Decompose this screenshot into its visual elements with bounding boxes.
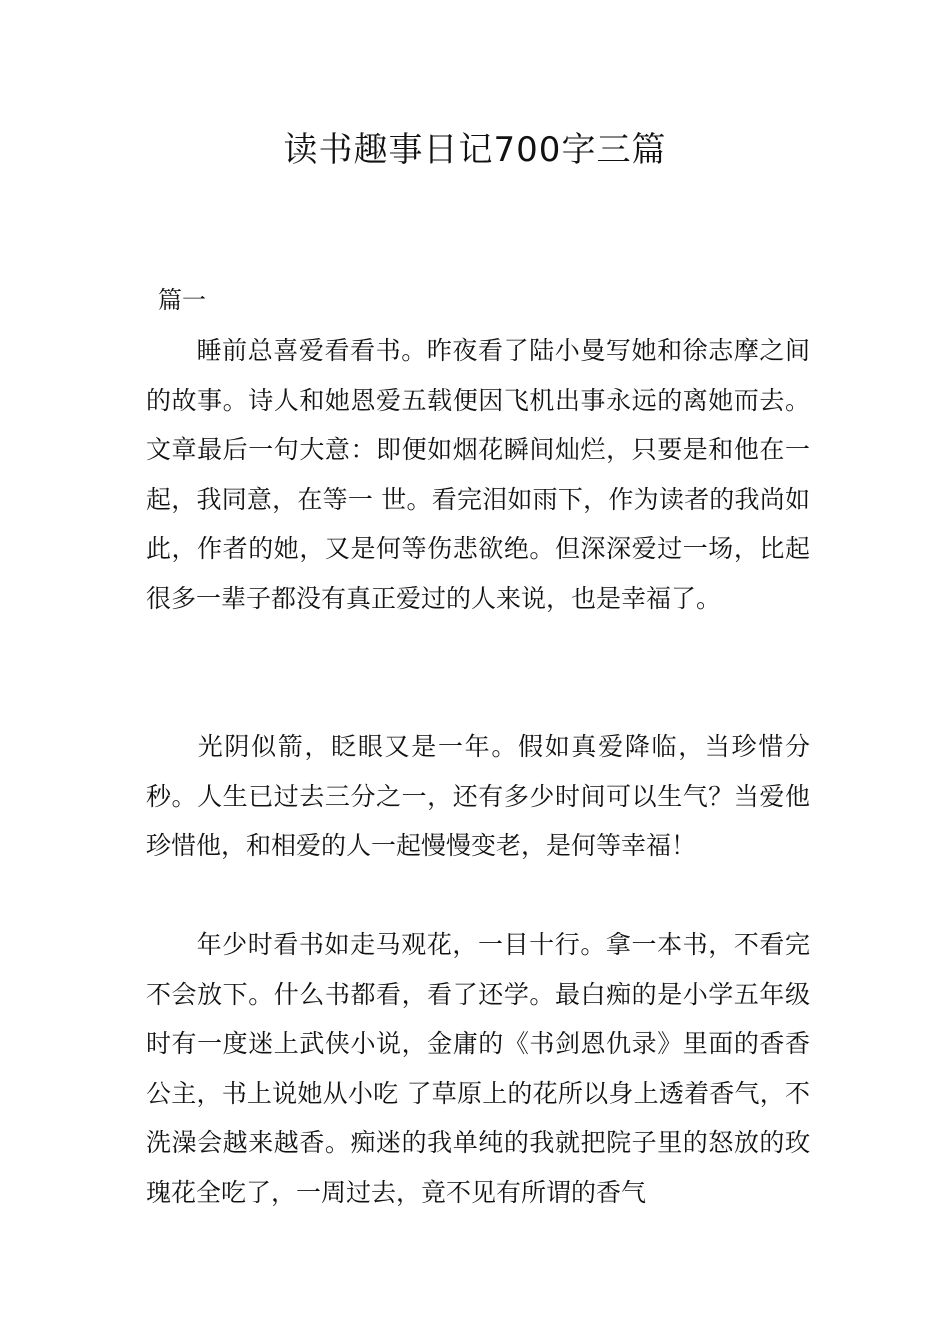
paragraph-1 — [146, 326, 810, 623]
paragraph-3 — [146, 920, 810, 1217]
paragraph-3-text: 年少时看书如走马观花，一目十行。拿一本书，不看完不会放下。什么书都看，看了还学。最白痴的是小学五年级时有一度迷上武侠小说，金庸的《书剑恩仇录》里面的香香公主，书上说她从小吃 了草原上的花所以身上透着香气，不洗澡会越来越香。痴迷的我单纯的我就把院子里的怒放的玫瑰花全吃了，一周过去，竟不见有所谓的香气 — [146, 930, 810, 1207]
section-label: 篇一 — [158, 286, 206, 314]
document-title: 读书趣事日记700字三篇 — [283, 130, 667, 170]
paragraph-1-text: 睡前总喜爱看看书。昨夜看了陆小曼写她和徐志摩之间的故事。诗人和她恩爱五载便因飞机出事永远的离她而去。文章最后一句大意：即便如烟花瞬间灿烂，只要是和他在一起，我同意，在等一 世。看完泪如雨下，作为读者的我尚如此，作者的她，又是何等伤悲欲绝。但深深爱过一场，比起很多一辈子都没有真正爱过的人来说，也是幸福了。 — [146, 336, 810, 613]
paragraph-2-text: 光阴似箭，眨眼又是一年。假如真爱降临，当珍惜分秒。人生已过去三分之一，还有多少时间可以生气？当爱他珍惜他，和相爱的人一起慢慢变老，是何等幸福！ — [146, 732, 810, 860]
paragraph-2 — [146, 722, 810, 871]
